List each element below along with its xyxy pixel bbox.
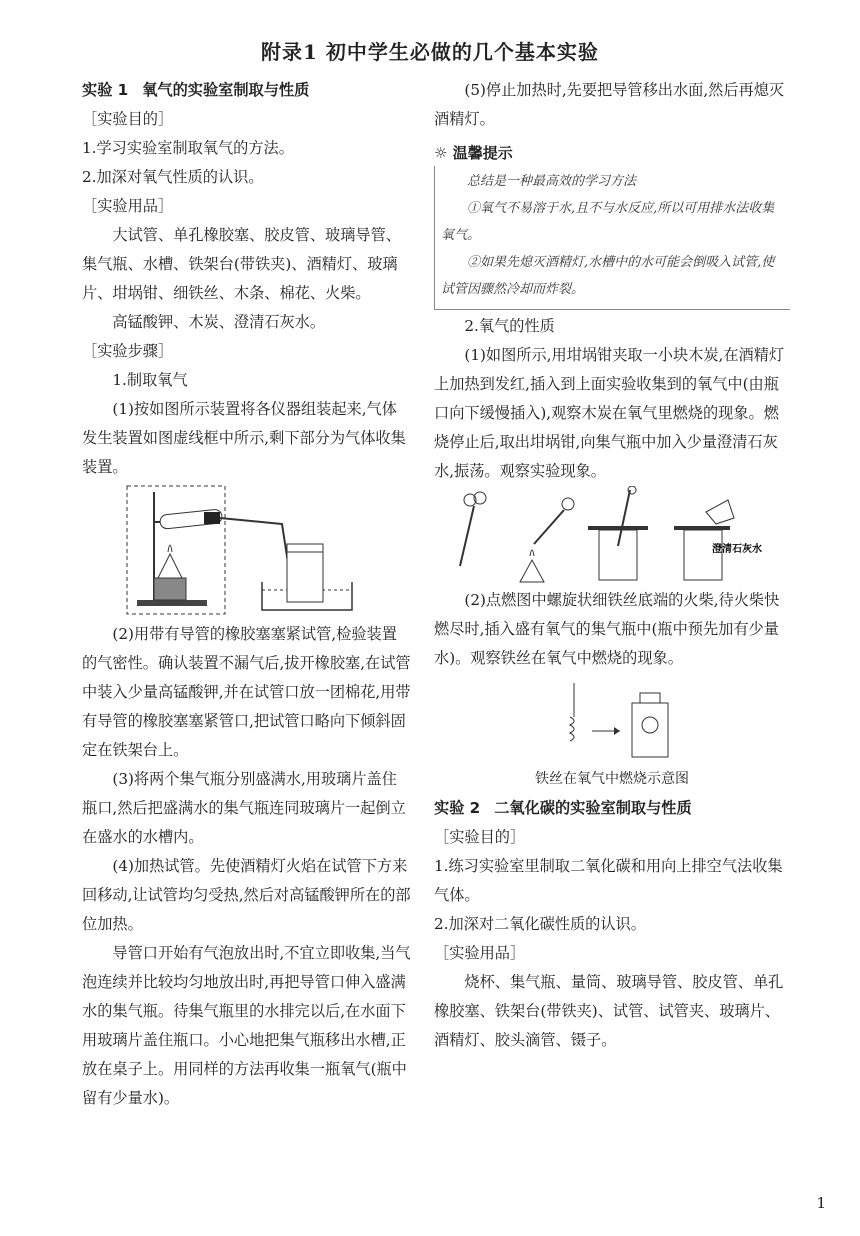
iron-wire-drawing — [434, 673, 790, 765]
tip-lead: 总结是一种最高效的学习方法 — [467, 174, 637, 189]
exp1-number: 实验 1 — [82, 81, 129, 99]
charcoal-figure — [434, 486, 790, 586]
chemicals-list: 高锰酸钾、木炭、澄清石灰水。 — [112, 313, 326, 331]
materials-list: 大试管、单孔橡胶塞、胶皮管、玻璃导管、集气瓶、水槽、铁架台(带铁夹)、酒精灯、玻璃片、坩埚钳、细铁丝、木条、棉花、火柴。 — [82, 226, 401, 302]
step1-4: (4)加热试管。先使酒精灯火焰在试管下方来回移动,让试管均匀受热,然后对高锰酸钾所在的部位加热。 — [82, 857, 411, 933]
tip-item-2: ②如果先熄灭酒精灯,水槽中的水可能会倒吸入试管,使试管因骤然冷却而炸裂。 — [441, 255, 775, 297]
limewater-label: 澄清石灰水 — [712, 544, 762, 555]
exp2-title: 二氧化碳的实验室制取与性质 — [494, 799, 692, 817]
tip-header — [434, 140, 790, 166]
exp2-heading — [434, 794, 790, 823]
exp1-heading — [82, 76, 412, 105]
step1-4b: 导管口开始有气泡放出时,不宜立即收集,当气泡连续并比较均匀地放出时,再把导管口伸入盛满水的集气瓶。待集气瓶里的水排完以后,在水面下用玻璃片盖住瓶口。小心地把集气瓶移出水槽,正放在桌子上。用同样的方法再收集一瓶氧气(瓶中留有少量水)。 — [82, 944, 411, 1107]
exp2-number: 实验 2 — [434, 799, 481, 817]
step1-title: 1.制取氧气 — [112, 371, 188, 389]
tip-box — [434, 140, 790, 310]
charcoal-drawing — [434, 486, 790, 586]
step1-3: (3)将两个集气瓶分别盛满水,用玻璃片盖住瓶口,然后把盛满水的集气瓶连同玻璃片一起倒立在盛水的水槽内。 — [82, 770, 406, 846]
page-number: 1 — [816, 1194, 826, 1212]
page-title: 附录1 初中学生必做的几个基本实验 — [261, 40, 599, 64]
step1-2: (2)用带有导管的橡胶塞塞紧试管,检验装置的气密性。确认装置不漏气后,拔开橡胶塞,在试管中装入少量高锰酸钾,并在试管口放一团棉花,用带有导管的橡胶塞塞紧管口,把试管口略向下倾斜固定在铁架台上。 — [82, 625, 411, 759]
purpose-item-1: 1.学习实验室制取氧气的方法。 — [82, 139, 294, 157]
tip-item-1: ①氧气不易溶于水,且不与水反应,所以可用排水法收集氧气。 — [441, 201, 775, 243]
iron-wire-figure — [434, 673, 790, 765]
purpose-item-2: 2.加深对氧气性质的认识。 — [82, 168, 264, 186]
exp2-purpose-item-2: 2.加深对二氧化碳性质的认识。 — [434, 915, 646, 933]
step1-5: (5)停止加热时,先要把导管移出水面,然后再熄灭酒精灯。 — [434, 81, 785, 128]
step2-2: (2)点燃图中螺旋状细铁丝底端的火柴,待火柴快燃尽时,插入盛有氧气的集气瓶中(瓶中预先加有少量水)。观察铁丝在氧气中燃烧的现象。 — [434, 591, 780, 667]
exp2-materials-label: ［实验用品］ — [434, 944, 526, 962]
iron-wire-caption: 铁丝在氧气中燃烧示意图 — [535, 771, 689, 787]
oxygen-apparatus-figure — [82, 482, 412, 620]
step2-title: 2.氧气的性质 — [464, 317, 555, 335]
left-column — [82, 76, 412, 1113]
exp2-purpose-label: ［实验目的］ — [434, 828, 526, 846]
apparatus-drawing — [82, 482, 412, 620]
step2-1: (1)如图所示,用坩埚钳夹取一小块木炭,在酒精灯上加热到发红,插入到上面实验收集到的氧气中(由瓶口向下缓慢插入),观察木炭在氧气里燃烧的现象。燃烧停止后,取出坩埚钳,向集气瓶中加入少量澄清石灰水,振荡。观察实验现象。 — [434, 346, 785, 480]
steps-label: ［实验步骤］ — [82, 342, 174, 360]
right-column — [434, 76, 790, 1055]
step1-1: (1)按如图所示装置将各仪器组装起来,气体发生装置如图虚线框中所示,剩下部分为气体收集装置。 — [82, 400, 406, 476]
exp2-purpose-item-1: 1.练习实验室里制取二氧化碳和用向上排空气法收集气体。 — [434, 857, 783, 904]
tip-content — [434, 166, 790, 310]
materials-label: ［实验用品］ — [82, 197, 174, 215]
purpose-label: ［实验目的］ — [82, 110, 174, 128]
exp2-materials-list: 烧杯、集气瓶、量筒、玻璃导管、胶皮管、单孔橡胶塞、铁架台(带铁夹)、试管、试管夹、玻璃片、酒精灯、胶头滴管、镊子。 — [434, 973, 784, 1049]
tip-label: 温馨提示 — [452, 144, 513, 162]
lightbulb-icon: ☼ — [434, 144, 448, 162]
exp1-title: 氧气的实验室制取与性质 — [142, 81, 310, 99]
